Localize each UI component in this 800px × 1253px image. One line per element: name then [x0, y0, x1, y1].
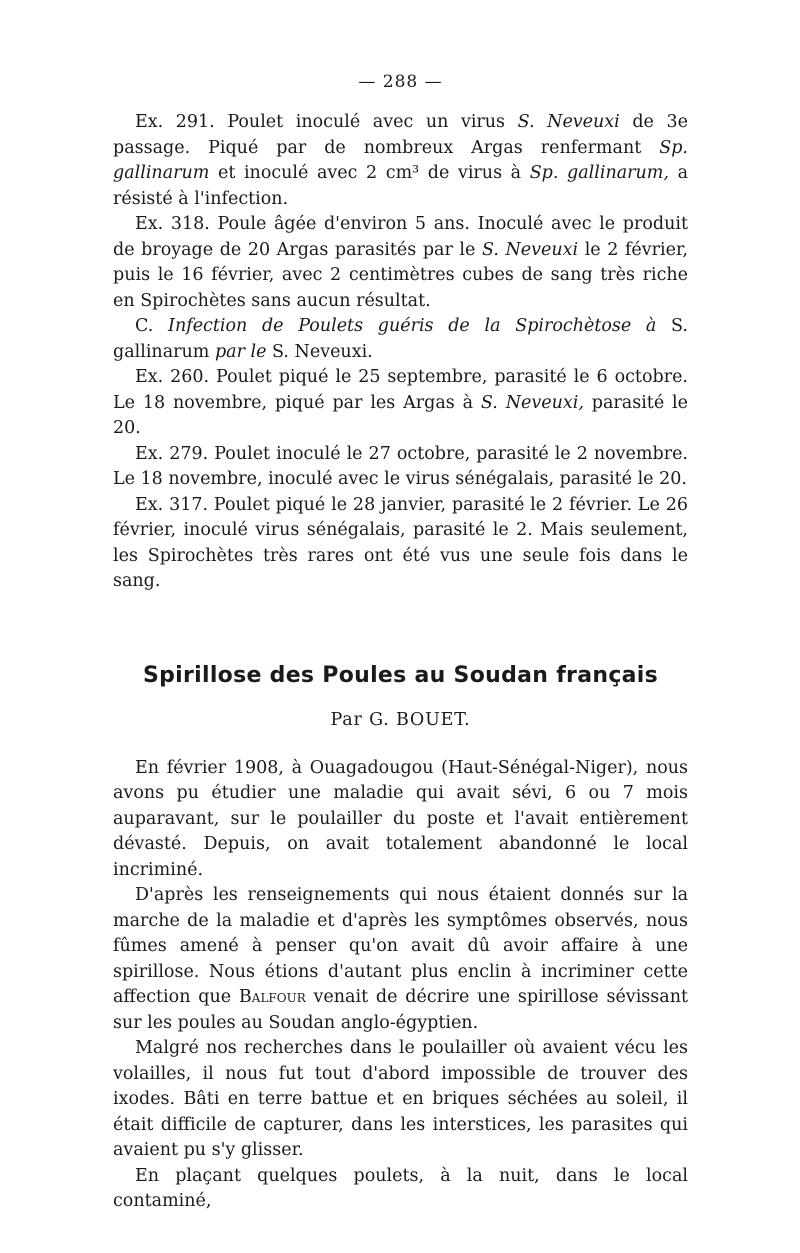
document-page [113, 72, 688, 1215]
text-run: et inoculé avec 2 cm³ de virus à [209, 163, 530, 183]
text-run: de 3e passage. Piqué par de nombreux Argas renfermant [113, 112, 688, 158]
text-run: parasité le 20. [113, 392, 689, 438]
text-run: Balfour [238, 987, 306, 1007]
paragraph [113, 756, 688, 884]
text-run: Ex. 317. Poulet piqué le 28 janvier, parasité le 2 février. Le 26 février, inoculé virus sénégalais, parasité le 2. Mais seulement, les Spirochètes très rares ont été vus une seule fois dans le sang. [113, 494, 688, 591]
article-title: Spirillose des Poules au Soudan français [142, 662, 659, 688]
italic-text: S. Neveuxi [481, 239, 579, 260]
text-run: Ex. 260. Poulet piqué le 25 septembre, parasité le 6 octobre. Le 18 novembre, piqué par les Argas à [113, 367, 688, 413]
paragraph [113, 365, 688, 442]
page-number: — 288 — [358, 72, 443, 92]
author-line: Par G. BOUET. [330, 709, 471, 730]
section-gap [113, 595, 688, 663]
text-run: S. Neveuxi. [266, 341, 373, 362]
text-run: D'après les renseignements qui nous étaient donnés sur la marche de la maladie et d'après les symptômes observés, nous fûmes amené à penser qu'on avait dû avoir affaire à une spirillose. Nous étions d'autant plus enclin à incriminer cette affection que [113, 885, 688, 1007]
paragraph [113, 1164, 688, 1215]
article-body [113, 756, 688, 1215]
text-run: a résisté à l'infection. [113, 163, 688, 209]
text-run: C. [135, 316, 169, 336]
paragraph [113, 442, 688, 493]
top-text-block [113, 110, 688, 595]
paragraph [113, 1036, 688, 1164]
text-run: Ex. 279. Poulet inoculé le 27 octobre, parasité le 2 novembre. Le 18 novembre, inoculé avec le virus sénégalais, parasité le 20. [113, 443, 688, 489]
paragraph [113, 314, 688, 365]
italic-text: Sp. gallinarum, [529, 163, 669, 183]
text-run: le 2 février, puis le 16 février, avec 2 centimètres cubes de sang très riche en Spirochètes sans aucun résultat. [113, 239, 688, 311]
italic-text: Infection de Poulets guéris de la Spirochètose à [168, 316, 657, 336]
italic-text: Sp. gallinarum [113, 137, 688, 183]
italic-text: S. Neveuxi [517, 112, 620, 132]
paragraph [113, 212, 688, 314]
text-run: Ex. 291. Poulet inoculé avec un virus [135, 112, 518, 132]
text-run: S. gallinarum [113, 316, 688, 362]
paragraph [113, 110, 688, 212]
text-run: Malgré nos recherches dans le poulailler où avaient vécu les volailles, il nous fut tout d'abord impossible de trouver des ixodes. Bâti en terre battue et en briques séchées au soleil, il était difficile de capturer, dans les interstices, les parasites qui avaient pu s'y glisser. [113, 1038, 688, 1160]
paragraph [113, 883, 688, 1036]
text-run: En plaçant quelques poulets, à la nuit, dans le local contaminé, [113, 1165, 688, 1211]
paragraph [113, 493, 688, 595]
italic-text: par le [214, 341, 267, 362]
text-run: venait de décrire une spirillose sévissant sur les poules au Soudan anglo-égyptien. [113, 987, 688, 1033]
text-run: En février 1908, à Ouagadougou (Haut-Sénégal-Niger), nous avons pu étudier une maladie qui avait sévi, 6 ou 7 mois auparavant, sur le poulailler du poste et l'avait entièrement dévasté. Depuis, on avait totalement abandonné le local incriminé. [113, 757, 688, 880]
italic-text: S. Neveuxi, [480, 392, 584, 413]
text-run: Ex. 318. Poule âgée d'environ 5 ans. Inoculé avec le produit de broyage de 20 Argas parasités par le [113, 214, 688, 260]
